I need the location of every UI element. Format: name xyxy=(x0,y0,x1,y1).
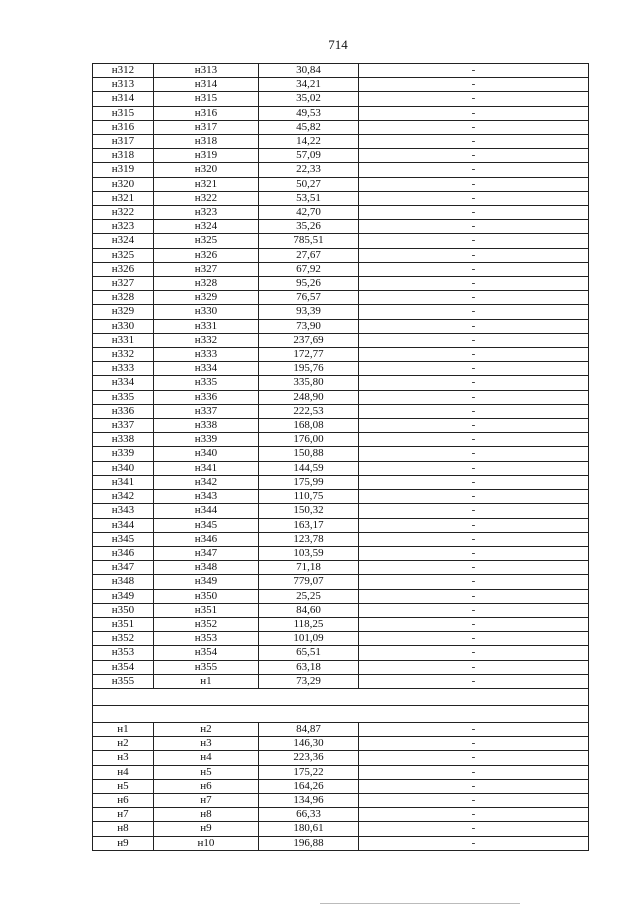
from-point-cell: н317 xyxy=(93,135,154,149)
table-row xyxy=(93,504,589,518)
table-row xyxy=(93,106,589,120)
from-point-cell: н331 xyxy=(93,333,154,347)
note-cell: - xyxy=(359,106,589,120)
distance-cell: 118,25 xyxy=(259,617,359,631)
from-point-cell: н351 xyxy=(93,617,154,631)
table-row xyxy=(93,262,589,276)
table-row xyxy=(93,532,589,546)
note-cell: - xyxy=(359,737,589,751)
to-point-cell: н333 xyxy=(154,348,259,362)
table-row xyxy=(93,822,589,836)
from-point-cell: н352 xyxy=(93,632,154,646)
distance-cell: 63,18 xyxy=(259,660,359,674)
note-cell: - xyxy=(359,220,589,234)
distance-cell: 134,96 xyxy=(259,793,359,807)
note-cell: - xyxy=(359,779,589,793)
note-cell: - xyxy=(359,504,589,518)
note-cell: - xyxy=(359,660,589,674)
from-point-cell: н8 xyxy=(93,822,154,836)
table-row xyxy=(93,149,589,163)
note-cell: - xyxy=(359,404,589,418)
table-row xyxy=(93,78,589,92)
note-cell: - xyxy=(359,836,589,850)
table-row xyxy=(93,120,589,134)
note-cell: - xyxy=(359,206,589,220)
distance-cell: 57,09 xyxy=(259,149,359,163)
note-cell: - xyxy=(359,765,589,779)
from-point-cell: н345 xyxy=(93,532,154,546)
from-point-cell: н316 xyxy=(93,120,154,134)
note-cell: - xyxy=(359,277,589,291)
distance-cell: 163,17 xyxy=(259,518,359,532)
note-cell: - xyxy=(359,362,589,376)
to-point-cell: н348 xyxy=(154,561,259,575)
distance-cell: 180,61 xyxy=(259,822,359,836)
distance-cell: 95,26 xyxy=(259,277,359,291)
note-cell: - xyxy=(359,490,589,504)
table-row xyxy=(93,461,589,475)
distance-cell: 65,51 xyxy=(259,646,359,660)
distance-cell: 35,26 xyxy=(259,220,359,234)
to-point-cell: н323 xyxy=(154,206,259,220)
table-row xyxy=(93,206,589,220)
distance-cell: 27,67 xyxy=(259,248,359,262)
from-point-cell: н349 xyxy=(93,589,154,603)
from-point-cell: н340 xyxy=(93,461,154,475)
note-cell: - xyxy=(359,291,589,305)
table-row xyxy=(93,737,589,751)
from-point-cell: н9 xyxy=(93,836,154,850)
distance-cell: 73,90 xyxy=(259,319,359,333)
from-point-cell: н333 xyxy=(93,362,154,376)
to-point-cell: н318 xyxy=(154,135,259,149)
distance-cell: 42,70 xyxy=(259,206,359,220)
from-point-cell: н325 xyxy=(93,248,154,262)
to-point-cell: н319 xyxy=(154,149,259,163)
distance-cell: 49,53 xyxy=(259,106,359,120)
to-point-cell: н8 xyxy=(154,808,259,822)
note-cell: - xyxy=(359,390,589,404)
to-point-cell: н332 xyxy=(154,333,259,347)
to-point-cell: н313 xyxy=(154,64,259,78)
from-point-cell: н344 xyxy=(93,518,154,532)
from-point-cell: н353 xyxy=(93,646,154,660)
from-point-cell: н328 xyxy=(93,291,154,305)
distance-cell: 25,25 xyxy=(259,589,359,603)
note-cell: - xyxy=(359,722,589,736)
distance-cell: 196,88 xyxy=(259,836,359,850)
table-row xyxy=(93,632,589,646)
to-point-cell: н6 xyxy=(154,779,259,793)
distance-cell: 164,26 xyxy=(259,779,359,793)
table-row xyxy=(93,135,589,149)
distance-cell: 84,87 xyxy=(259,722,359,736)
distance-cell: 45,82 xyxy=(259,120,359,134)
distance-cell: 93,39 xyxy=(259,305,359,319)
table-row xyxy=(93,248,589,262)
note-cell: - xyxy=(359,475,589,489)
table-row xyxy=(93,575,589,589)
to-point-cell: н9 xyxy=(154,822,259,836)
table-row xyxy=(93,646,589,660)
table-row xyxy=(93,475,589,489)
to-point-cell: н5 xyxy=(154,765,259,779)
to-point-cell: н337 xyxy=(154,404,259,418)
table-row xyxy=(93,291,589,305)
from-point-cell: н339 xyxy=(93,447,154,461)
to-point-cell: н339 xyxy=(154,433,259,447)
from-point-cell: н354 xyxy=(93,660,154,674)
table-row xyxy=(93,277,589,291)
table-row xyxy=(93,220,589,234)
note-cell: - xyxy=(359,617,589,631)
from-point-cell: н341 xyxy=(93,475,154,489)
scan-edge-line xyxy=(320,903,520,904)
table-section-a xyxy=(93,64,589,689)
table-row xyxy=(93,546,589,560)
note-cell: - xyxy=(359,376,589,390)
distance-cell: 35,02 xyxy=(259,92,359,106)
table-row xyxy=(93,419,589,433)
to-point-cell: н343 xyxy=(154,490,259,504)
from-point-cell: н342 xyxy=(93,490,154,504)
from-point-cell: н334 xyxy=(93,376,154,390)
note-cell: - xyxy=(359,808,589,822)
note-cell: - xyxy=(359,822,589,836)
from-point-cell: н5 xyxy=(93,779,154,793)
to-point-cell: н354 xyxy=(154,646,259,660)
table-row xyxy=(93,589,589,603)
table-row xyxy=(93,490,589,504)
from-point-cell: н332 xyxy=(93,348,154,362)
note-cell: - xyxy=(359,348,589,362)
to-point-cell: н345 xyxy=(154,518,259,532)
page-number: 714 xyxy=(328,37,348,52)
note-cell: - xyxy=(359,793,589,807)
from-point-cell: н326 xyxy=(93,262,154,276)
table-row xyxy=(93,660,589,674)
to-point-cell: н329 xyxy=(154,291,259,305)
distance-cell: 785,51 xyxy=(259,234,359,248)
table-row xyxy=(93,808,589,822)
distance-cell: 71,18 xyxy=(259,561,359,575)
note-cell: - xyxy=(359,632,589,646)
note-cell: - xyxy=(359,333,589,347)
from-point-cell: н320 xyxy=(93,177,154,191)
empty-row xyxy=(93,705,589,722)
table-separator xyxy=(93,688,589,722)
to-point-cell: н346 xyxy=(154,532,259,546)
note-cell: - xyxy=(359,305,589,319)
note-cell: - xyxy=(359,674,589,688)
from-point-cell: н321 xyxy=(93,191,154,205)
note-cell: - xyxy=(359,603,589,617)
distance-cell: 144,59 xyxy=(259,461,359,475)
table-row xyxy=(93,177,589,191)
table-row xyxy=(93,305,589,319)
to-point-cell: н320 xyxy=(154,163,259,177)
to-point-cell: н327 xyxy=(154,262,259,276)
note-cell: - xyxy=(359,191,589,205)
to-point-cell: н349 xyxy=(154,575,259,589)
note-cell: - xyxy=(359,262,589,276)
distance-cell: 237,69 xyxy=(259,333,359,347)
note-cell: - xyxy=(359,433,589,447)
to-point-cell: н342 xyxy=(154,475,259,489)
note-cell: - xyxy=(359,561,589,575)
table-row xyxy=(93,674,589,688)
note-cell: - xyxy=(359,135,589,149)
distance-cell: 22,33 xyxy=(259,163,359,177)
distance-cell: 66,33 xyxy=(259,808,359,822)
to-point-cell: н335 xyxy=(154,376,259,390)
distance-cell: 73,29 xyxy=(259,674,359,688)
from-point-cell: н4 xyxy=(93,765,154,779)
to-point-cell: н4 xyxy=(154,751,259,765)
distance-cell: 14,22 xyxy=(259,135,359,149)
table-row xyxy=(93,376,589,390)
distance-cell: 110,75 xyxy=(259,490,359,504)
note-cell: - xyxy=(359,120,589,134)
note-cell: - xyxy=(359,447,589,461)
from-point-cell: н329 xyxy=(93,305,154,319)
distance-cell: 195,76 xyxy=(259,362,359,376)
from-point-cell: н336 xyxy=(93,404,154,418)
from-point-cell: н315 xyxy=(93,106,154,120)
from-point-cell: н322 xyxy=(93,206,154,220)
from-point-cell: н327 xyxy=(93,277,154,291)
distance-cell: 123,78 xyxy=(259,532,359,546)
table-row xyxy=(93,617,589,631)
to-point-cell: н324 xyxy=(154,220,259,234)
to-point-cell: н325 xyxy=(154,234,259,248)
distance-cell: 175,99 xyxy=(259,475,359,489)
to-point-cell: н341 xyxy=(154,461,259,475)
distance-cell: 172,77 xyxy=(259,348,359,362)
table-row xyxy=(93,404,589,418)
table-row xyxy=(93,348,589,362)
distance-cell: 335,80 xyxy=(259,376,359,390)
distance-cell: 84,60 xyxy=(259,603,359,617)
distance-cell: 53,51 xyxy=(259,191,359,205)
to-point-cell: н316 xyxy=(154,106,259,120)
table-section-b xyxy=(93,722,589,850)
note-cell: - xyxy=(359,532,589,546)
note-cell: - xyxy=(359,234,589,248)
from-point-cell: н330 xyxy=(93,319,154,333)
distance-cell: 50,27 xyxy=(259,177,359,191)
note-cell: - xyxy=(359,248,589,262)
note-cell: - xyxy=(359,92,589,106)
to-point-cell: н344 xyxy=(154,504,259,518)
table-row xyxy=(93,333,589,347)
from-point-cell: н7 xyxy=(93,808,154,822)
table-row xyxy=(93,518,589,532)
distance-cell: 150,32 xyxy=(259,504,359,518)
from-point-cell: н318 xyxy=(93,149,154,163)
from-point-cell: н355 xyxy=(93,674,154,688)
table-row xyxy=(93,447,589,461)
to-point-cell: н321 xyxy=(154,177,259,191)
from-point-cell: н350 xyxy=(93,603,154,617)
to-point-cell: н328 xyxy=(154,277,259,291)
table-row xyxy=(93,64,589,78)
table-row xyxy=(93,362,589,376)
note-cell: - xyxy=(359,461,589,475)
distance-cell: 176,00 xyxy=(259,433,359,447)
distance-cell: 248,90 xyxy=(259,390,359,404)
to-point-cell: н3 xyxy=(154,737,259,751)
note-cell: - xyxy=(359,575,589,589)
table-row xyxy=(93,561,589,575)
to-point-cell: н315 xyxy=(154,92,259,106)
from-point-cell: н312 xyxy=(93,64,154,78)
distance-cell: 175,22 xyxy=(259,765,359,779)
to-point-cell: н2 xyxy=(154,722,259,736)
table-row xyxy=(93,234,589,248)
distance-cell: 222,53 xyxy=(259,404,359,418)
to-point-cell: н355 xyxy=(154,660,259,674)
empty-row xyxy=(93,688,589,705)
to-point-cell: н322 xyxy=(154,191,259,205)
note-cell: - xyxy=(359,589,589,603)
note-cell: - xyxy=(359,518,589,532)
to-point-cell: н352 xyxy=(154,617,259,631)
to-point-cell: н353 xyxy=(154,632,259,646)
note-cell: - xyxy=(359,751,589,765)
from-point-cell: н2 xyxy=(93,737,154,751)
to-point-cell: н317 xyxy=(154,120,259,134)
distance-cell: 779,07 xyxy=(259,575,359,589)
note-cell: - xyxy=(359,646,589,660)
table-row xyxy=(93,765,589,779)
distance-cell: 101,09 xyxy=(259,632,359,646)
to-point-cell: н350 xyxy=(154,589,259,603)
table-row xyxy=(93,92,589,106)
note-cell: - xyxy=(359,419,589,433)
note-cell: - xyxy=(359,78,589,92)
to-point-cell: н326 xyxy=(154,248,259,262)
to-point-cell: н334 xyxy=(154,362,259,376)
table-row xyxy=(93,779,589,793)
to-point-cell: н1 xyxy=(154,674,259,688)
note-cell: - xyxy=(359,163,589,177)
to-point-cell: н331 xyxy=(154,319,259,333)
to-point-cell: н347 xyxy=(154,546,259,560)
note-cell: - xyxy=(359,64,589,78)
from-point-cell: н347 xyxy=(93,561,154,575)
from-point-cell: н6 xyxy=(93,793,154,807)
to-point-cell: н314 xyxy=(154,78,259,92)
table-row xyxy=(93,751,589,765)
table-row xyxy=(93,793,589,807)
distance-cell: 30,84 xyxy=(259,64,359,78)
note-cell: - xyxy=(359,149,589,163)
distance-cell: 150,88 xyxy=(259,447,359,461)
table-row xyxy=(93,433,589,447)
from-point-cell: н323 xyxy=(93,220,154,234)
table-row xyxy=(93,319,589,333)
from-point-cell: н338 xyxy=(93,433,154,447)
from-point-cell: н314 xyxy=(93,92,154,106)
note-cell: - xyxy=(359,177,589,191)
from-point-cell: н343 xyxy=(93,504,154,518)
from-point-cell: н346 xyxy=(93,546,154,560)
to-point-cell: н351 xyxy=(154,603,259,617)
distance-cell: 76,57 xyxy=(259,291,359,305)
to-point-cell: н10 xyxy=(154,836,259,850)
distance-cell: 223,36 xyxy=(259,751,359,765)
to-point-cell: н7 xyxy=(154,793,259,807)
table-row xyxy=(93,836,589,850)
from-point-cell: н313 xyxy=(93,78,154,92)
to-point-cell: н330 xyxy=(154,305,259,319)
distance-cell: 103,59 xyxy=(259,546,359,560)
table-row xyxy=(93,191,589,205)
from-point-cell: н3 xyxy=(93,751,154,765)
note-cell: - xyxy=(359,319,589,333)
from-point-cell: н1 xyxy=(93,722,154,736)
distance-cell: 34,21 xyxy=(259,78,359,92)
distance-cell: 67,92 xyxy=(259,262,359,276)
table-row xyxy=(93,163,589,177)
table-row xyxy=(93,722,589,736)
to-point-cell: н338 xyxy=(154,419,259,433)
from-point-cell: н348 xyxy=(93,575,154,589)
to-point-cell: н336 xyxy=(154,390,259,404)
note-cell: - xyxy=(359,546,589,560)
table-row xyxy=(93,603,589,617)
from-point-cell: н335 xyxy=(93,390,154,404)
from-point-cell: н319 xyxy=(93,163,154,177)
to-point-cell: н340 xyxy=(154,447,259,461)
table-row xyxy=(93,390,589,404)
distance-cell: 168,08 xyxy=(259,419,359,433)
distance-cell: 146,30 xyxy=(259,737,359,751)
from-point-cell: н337 xyxy=(93,419,154,433)
boundary-points-table xyxy=(92,63,589,851)
from-point-cell: н324 xyxy=(93,234,154,248)
